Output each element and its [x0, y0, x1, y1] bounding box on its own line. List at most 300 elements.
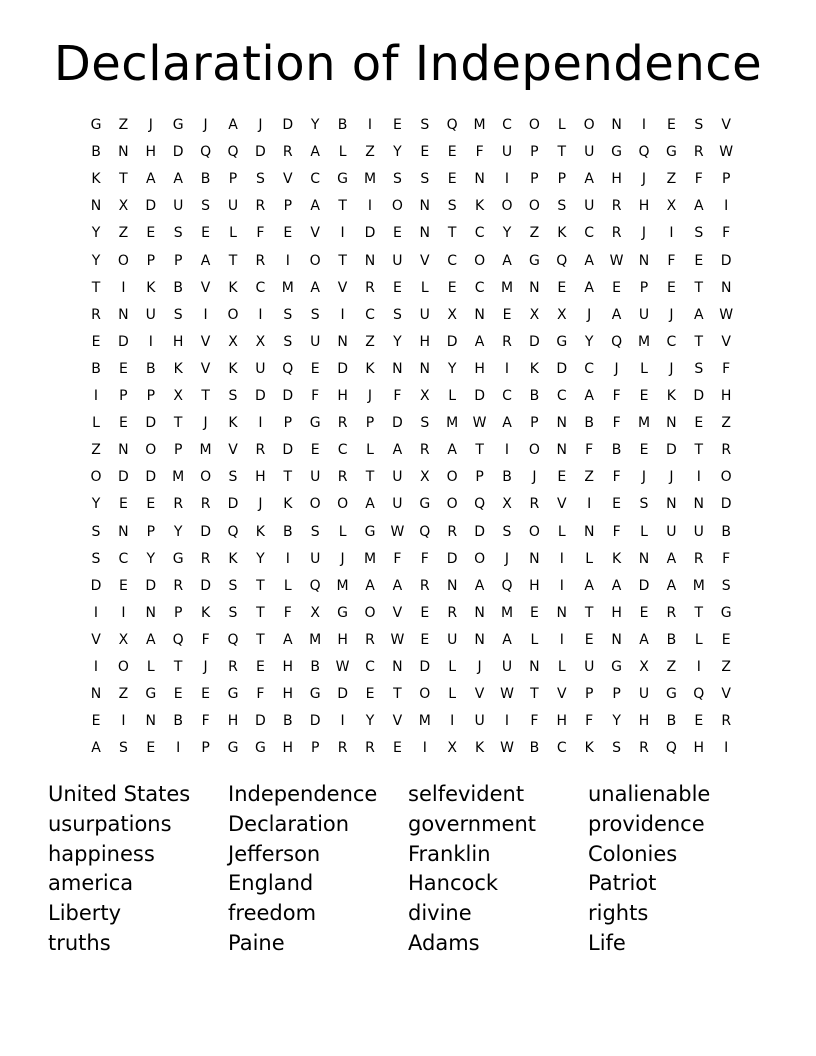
- grid-letter: E: [447, 171, 457, 188]
- grid-letter: O: [309, 252, 321, 269]
- grid-letter: S: [721, 577, 731, 594]
- grid-letter: F: [667, 252, 676, 269]
- grid-letter: P: [146, 388, 156, 404]
- grid-letter: P: [639, 279, 649, 296]
- grid-letter: T: [228, 252, 238, 269]
- grid-letter: P: [201, 740, 210, 757]
- grid-letter: N: [474, 306, 485, 323]
- grid-letter: N: [118, 442, 129, 459]
- grid-letter: Z: [118, 686, 129, 703]
- grid-letter: T: [283, 469, 293, 486]
- grid-letter: J: [669, 306, 674, 323]
- grid-letter: S: [228, 604, 238, 621]
- grid-letter: B: [200, 171, 211, 188]
- grid-letter: L: [338, 144, 347, 161]
- grid-letter: V: [91, 631, 101, 648]
- grid-letter: Q: [172, 631, 184, 648]
- grid-letter: L: [557, 117, 566, 133]
- grid-letter: A: [310, 198, 320, 215]
- grid-letter: H: [145, 144, 157, 161]
- grid-letter: M: [363, 550, 377, 567]
- grid-letter: J: [641, 469, 647, 486]
- grid-letter: C: [584, 225, 595, 242]
- grid-letter: U: [145, 306, 156, 323]
- grid-letter: A: [611, 577, 622, 594]
- grid-letter: G: [227, 740, 239, 757]
- grid-letter: T: [201, 388, 210, 404]
- grid-letter: L: [640, 523, 648, 540]
- grid-letter: M: [500, 279, 514, 296]
- grid-letter: G: [227, 686, 239, 703]
- grid-letter: Q: [693, 686, 705, 703]
- grid-letter: T: [584, 604, 594, 621]
- grid-letter: V: [721, 117, 731, 133]
- grid-letter: U: [474, 713, 485, 730]
- grid-letter: B: [502, 469, 512, 486]
- grid-letter: X: [118, 631, 129, 648]
- grid-letter: Q: [446, 117, 458, 133]
- grid-letter: X: [173, 388, 183, 404]
- grid-letter: V: [420, 252, 430, 269]
- grid-letter: A: [310, 144, 320, 161]
- grid-letter: R: [365, 740, 375, 757]
- grid-letter: E: [447, 144, 457, 161]
- grid-letter: T: [91, 279, 101, 296]
- grid-letter: A: [474, 333, 485, 350]
- grid-letter: D: [118, 469, 129, 486]
- grid-letter: O: [446, 496, 458, 513]
- grid-letter: K: [584, 740, 594, 757]
- grid-letter: W: [390, 631, 405, 648]
- grid-letter: E: [118, 360, 128, 377]
- grid-letter: I: [340, 225, 345, 242]
- grid-letter: F: [722, 550, 731, 567]
- grid-letter: N: [145, 713, 157, 730]
- grid-letter: B: [337, 117, 348, 133]
- grid-letter: O: [528, 198, 540, 215]
- grid-letter: H: [611, 604, 622, 621]
- grid-letter: E: [310, 360, 320, 377]
- grid-letter: S: [420, 171, 430, 188]
- grid-letter: U: [419, 306, 430, 323]
- grid-letter: R: [282, 144, 293, 161]
- grid-letter: G: [172, 117, 184, 133]
- word-list-item: Patriot: [588, 871, 657, 896]
- grid-letter: F: [722, 225, 731, 242]
- grid-letter: N: [364, 252, 376, 269]
- grid-letter: S: [173, 306, 183, 323]
- grid-letter: T: [557, 144, 567, 161]
- grid-letter: I: [669, 225, 674, 242]
- grid-letter: X: [310, 604, 320, 621]
- grid-letter: C: [556, 740, 567, 757]
- grid-letter: L: [366, 442, 374, 459]
- grid-letter: F: [530, 713, 539, 730]
- grid-letter: N: [337, 333, 348, 350]
- grid-letter: J: [340, 550, 345, 567]
- grid-letter: Z: [118, 225, 129, 242]
- grid-letter: G: [254, 740, 266, 757]
- grid-letter: E: [146, 496, 156, 513]
- grid-letter: C: [502, 117, 512, 133]
- grid-letter: O: [200, 469, 212, 486]
- grid-letter: E: [639, 604, 649, 621]
- grid-letter: F: [585, 442, 594, 459]
- grid-letter: Q: [501, 577, 513, 594]
- grid-letter: K: [365, 360, 375, 377]
- grid-letter: S: [228, 388, 238, 404]
- grid-letter: E: [118, 577, 128, 594]
- grid-letter: C: [337, 442, 348, 459]
- grid-letter: I: [504, 713, 510, 730]
- grid-letter: R: [419, 442, 430, 459]
- grid-letter: E: [91, 333, 101, 350]
- grid-letter: H: [638, 198, 650, 215]
- grid-letter: G: [172, 550, 184, 567]
- grid-letter: I: [203, 306, 208, 323]
- grid-letter: O: [117, 252, 129, 269]
- grid-letter: E: [201, 225, 211, 242]
- grid-letter: C: [365, 659, 375, 675]
- grid-letter: E: [612, 279, 622, 296]
- grid-letter: Z: [584, 469, 594, 486]
- word-list-item: Declaration: [228, 811, 350, 836]
- grid-letter: N: [638, 550, 650, 567]
- word-list-item: happiness: [48, 841, 155, 866]
- grid-letter: S: [694, 360, 704, 377]
- grid-letter: E: [392, 740, 402, 757]
- grid-letter: H: [529, 577, 540, 594]
- grid-letter: I: [504, 442, 510, 459]
- grid-letter: S: [420, 117, 430, 133]
- grid-letter: M: [446, 415, 459, 432]
- grid-letter: W: [609, 252, 624, 269]
- word-list-item: England: [228, 871, 314, 896]
- grid-letter: D: [638, 577, 650, 594]
- word-list-item: freedom: [228, 901, 317, 926]
- word-list-item: Jefferson: [228, 841, 321, 866]
- grid-letter: L: [229, 225, 237, 242]
- grid-letter: C: [310, 171, 321, 188]
- grid-letter: E: [91, 713, 101, 730]
- grid-letter: J: [477, 659, 482, 675]
- grid-letter: T: [475, 442, 484, 459]
- grid-letter: F: [311, 388, 320, 404]
- grid-letter: K: [529, 360, 539, 377]
- grid-letter: O: [145, 442, 157, 459]
- grid-letter: E: [639, 388, 649, 404]
- grid-letter: T: [338, 252, 347, 269]
- grid-letter: K: [612, 550, 622, 567]
- grid-letter: A: [392, 442, 403, 459]
- grid-letter: B: [721, 523, 731, 540]
- grid-letter: L: [557, 659, 566, 675]
- grid-letter: E: [529, 604, 539, 621]
- grid-letter: B: [145, 360, 156, 377]
- grid-letter: E: [392, 117, 402, 133]
- grid-letter: N: [419, 225, 431, 242]
- grid-letter: M: [637, 415, 651, 432]
- grid-letter: E: [146, 225, 156, 242]
- grid-letter: J: [587, 306, 592, 323]
- grid-letter: G: [665, 144, 677, 161]
- grid-letter: F: [475, 144, 484, 161]
- grid-letter: A: [584, 171, 594, 188]
- grid-letter: H: [638, 713, 650, 730]
- word-list-item: Paine: [228, 931, 285, 955]
- grid-letter: Q: [665, 740, 677, 757]
- grid-letter: E: [392, 279, 402, 296]
- grid-letter: E: [694, 415, 704, 432]
- grid-letter: S: [447, 198, 457, 215]
- grid-letter: R: [255, 252, 266, 269]
- grid-letter: I: [258, 415, 263, 432]
- grid-letter: D: [145, 198, 157, 215]
- grid-letter: D: [282, 388, 294, 404]
- word-list-item: Hancock: [408, 871, 499, 896]
- grid-letter: Q: [227, 631, 239, 648]
- grid-letter: V: [200, 279, 211, 296]
- grid-letter: A: [502, 252, 512, 269]
- grid-letter: N: [529, 659, 540, 675]
- grid-letter: G: [611, 144, 623, 161]
- grid-letter: J: [203, 117, 208, 133]
- grid-letter: O: [364, 604, 376, 621]
- grid-letter: V: [200, 333, 211, 350]
- grid-letter: Y: [146, 550, 156, 567]
- grid-letter: J: [203, 415, 208, 432]
- grid-letter: Y: [612, 713, 621, 730]
- word-list-item: Franklin: [408, 841, 491, 866]
- grid-letter: R: [666, 604, 677, 621]
- grid-letter: D: [309, 713, 321, 730]
- grid-letter: R: [228, 659, 238, 675]
- grid-letter: E: [666, 279, 676, 296]
- grid-letter: V: [721, 686, 731, 703]
- grid-letter: D: [200, 577, 211, 594]
- grid-letter: N: [419, 198, 431, 215]
- grid-letter: N: [392, 659, 403, 675]
- grid-letter: M: [500, 604, 514, 621]
- grid-letter: E: [146, 740, 156, 757]
- grid-letter: E: [584, 631, 594, 648]
- grid-letter: D: [200, 523, 211, 540]
- grid-letter: I: [367, 117, 373, 133]
- grid-letter: N: [446, 577, 458, 594]
- grid-letter: I: [696, 659, 701, 675]
- grid-letter: R: [447, 523, 458, 540]
- grid-letter: R: [502, 333, 512, 350]
- grid-letter: A: [502, 631, 512, 648]
- grid-letter: A: [365, 496, 375, 513]
- grid-letter: L: [448, 388, 457, 404]
- grid-letter: E: [639, 442, 649, 459]
- word-list-item: selfevident: [408, 782, 525, 806]
- grid-letter: O: [528, 117, 540, 133]
- grid-letter: W: [335, 659, 350, 675]
- grid-letter: H: [693, 740, 705, 757]
- grid-letter: W: [719, 144, 734, 161]
- grid-letter: S: [557, 198, 567, 215]
- grid-letter: T: [530, 686, 539, 703]
- grid-letter: I: [121, 713, 126, 730]
- grid-letter: N: [392, 360, 403, 377]
- grid-letter: G: [528, 252, 540, 269]
- grid-letter: U: [638, 686, 650, 703]
- grid-letter: N: [666, 415, 677, 432]
- grid-letter: Q: [474, 496, 486, 513]
- grid-letter: Z: [118, 117, 129, 133]
- grid-letter: D: [172, 144, 184, 161]
- grid-letter: H: [282, 686, 294, 703]
- grid-letter: R: [173, 496, 184, 513]
- grid-letter: D: [145, 469, 157, 486]
- word-list-item: Life: [588, 931, 626, 955]
- grid-letter: G: [720, 604, 732, 621]
- grid-letter: D: [666, 442, 677, 459]
- grid-letter: D: [556, 360, 568, 377]
- grid-letter: B: [666, 631, 677, 648]
- grid-letter: E: [502, 306, 512, 323]
- grid-letter: N: [474, 604, 485, 621]
- grid-letter: L: [146, 659, 155, 675]
- word-list-item: divine: [408, 901, 472, 926]
- grid-letter: R: [639, 740, 649, 757]
- grid-letter: F: [585, 713, 594, 730]
- grid-letter: D: [145, 577, 157, 594]
- grid-letter: F: [612, 415, 621, 432]
- grid-letter: C: [556, 388, 567, 404]
- grid-letter: G: [364, 523, 376, 540]
- grid-letter: R: [255, 198, 266, 215]
- grid-letter: T: [694, 333, 704, 350]
- grid-letter: B: [173, 713, 183, 730]
- grid-letter: I: [121, 279, 126, 296]
- grid-letter: D: [337, 686, 348, 703]
- grid-letter: Q: [282, 360, 294, 377]
- grid-letter: T: [256, 577, 265, 594]
- grid-letter: E: [310, 442, 320, 459]
- grid-letter: M: [637, 333, 651, 350]
- grid-letter: Y: [310, 117, 320, 133]
- grid-letter: N: [529, 550, 540, 567]
- grid-letter: I: [724, 740, 729, 757]
- grid-letter: S: [118, 740, 128, 757]
- grid-letter: K: [228, 279, 238, 296]
- grid-letter: E: [255, 659, 265, 675]
- grid-letter: V: [392, 713, 403, 730]
- grid-letter: O: [446, 469, 458, 486]
- grid-letter: N: [638, 252, 650, 269]
- grid-letter: T: [119, 171, 128, 188]
- grid-letter: R: [365, 631, 375, 648]
- grid-letter: K: [228, 360, 238, 377]
- grid-letter: S: [201, 198, 211, 215]
- grid-letter: F: [722, 360, 731, 377]
- grid-letter: H: [282, 659, 294, 675]
- grid-letter: J: [367, 388, 373, 404]
- grid-letter: O: [528, 523, 540, 540]
- grid-letter: K: [557, 225, 567, 242]
- grid-letter: A: [283, 631, 293, 648]
- word-list-item: america: [48, 871, 134, 896]
- grid-letter: H: [282, 740, 294, 757]
- grid-letter: K: [255, 523, 265, 540]
- grid-letter: Y: [91, 252, 101, 269]
- word-list-item: truths: [48, 931, 111, 955]
- grid-letter: X: [447, 740, 457, 757]
- grid-letter: F: [612, 388, 621, 404]
- grid-letter: A: [91, 740, 101, 757]
- grid-letter: R: [721, 442, 732, 459]
- grid-letter: J: [148, 117, 153, 133]
- grid-letter: H: [556, 713, 568, 730]
- grid-letter: A: [666, 550, 677, 567]
- grid-letter: R: [365, 279, 375, 296]
- grid-letter: I: [121, 604, 126, 621]
- grid-letter: T: [256, 604, 265, 621]
- grid-letter: B: [529, 388, 540, 404]
- grid-letter: S: [91, 550, 101, 567]
- grid-letter: K: [475, 198, 485, 215]
- grid-letter: D: [720, 496, 732, 513]
- grid-letter: D: [337, 360, 348, 377]
- grid-letter: U: [666, 523, 677, 540]
- grid-letter: E: [392, 225, 402, 242]
- grid-letter: O: [391, 198, 403, 215]
- grid-letter: C: [666, 333, 677, 350]
- grid-letter: I: [367, 198, 373, 215]
- word-list-item: government: [408, 811, 537, 836]
- grid-letter: F: [201, 631, 210, 648]
- grid-letter: T: [365, 469, 375, 486]
- grid-letter: S: [392, 171, 402, 188]
- grid-letter: R: [693, 550, 704, 567]
- grid-letter: R: [693, 144, 704, 161]
- grid-letter: N: [693, 496, 705, 513]
- grid-letter: O: [117, 659, 129, 675]
- grid-letter: D: [474, 523, 485, 540]
- grid-letter: G: [556, 333, 568, 350]
- grid-letter: O: [337, 496, 349, 513]
- grid-letter: K: [228, 550, 238, 567]
- grid-letter: I: [587, 496, 592, 513]
- grid-letter: W: [719, 306, 734, 323]
- grid-letter: D: [282, 442, 294, 459]
- grid-letter: S: [228, 577, 238, 594]
- grid-letter: A: [502, 415, 512, 432]
- grid-letter: U: [501, 144, 513, 161]
- grid-letter: S: [502, 523, 512, 540]
- grid-letter: I: [696, 469, 701, 486]
- grid-letter: M: [172, 469, 185, 486]
- grid-letter: S: [694, 225, 704, 242]
- grid-letter: M: [363, 171, 377, 188]
- grid-letter: Z: [529, 225, 540, 242]
- grid-letter: A: [310, 279, 320, 296]
- grid-letter: T: [694, 604, 704, 621]
- grid-letter: O: [227, 306, 239, 323]
- grid-letter: X: [502, 496, 512, 513]
- grid-letter: C: [365, 306, 375, 323]
- grid-letter: B: [91, 144, 101, 161]
- grid-letter: E: [694, 713, 704, 730]
- grid-letter: O: [309, 496, 321, 513]
- grid-letter: N: [474, 631, 485, 648]
- word-list-item: Liberty: [48, 901, 122, 926]
- grid-letter: N: [720, 279, 732, 296]
- grid-letter: K: [91, 171, 101, 188]
